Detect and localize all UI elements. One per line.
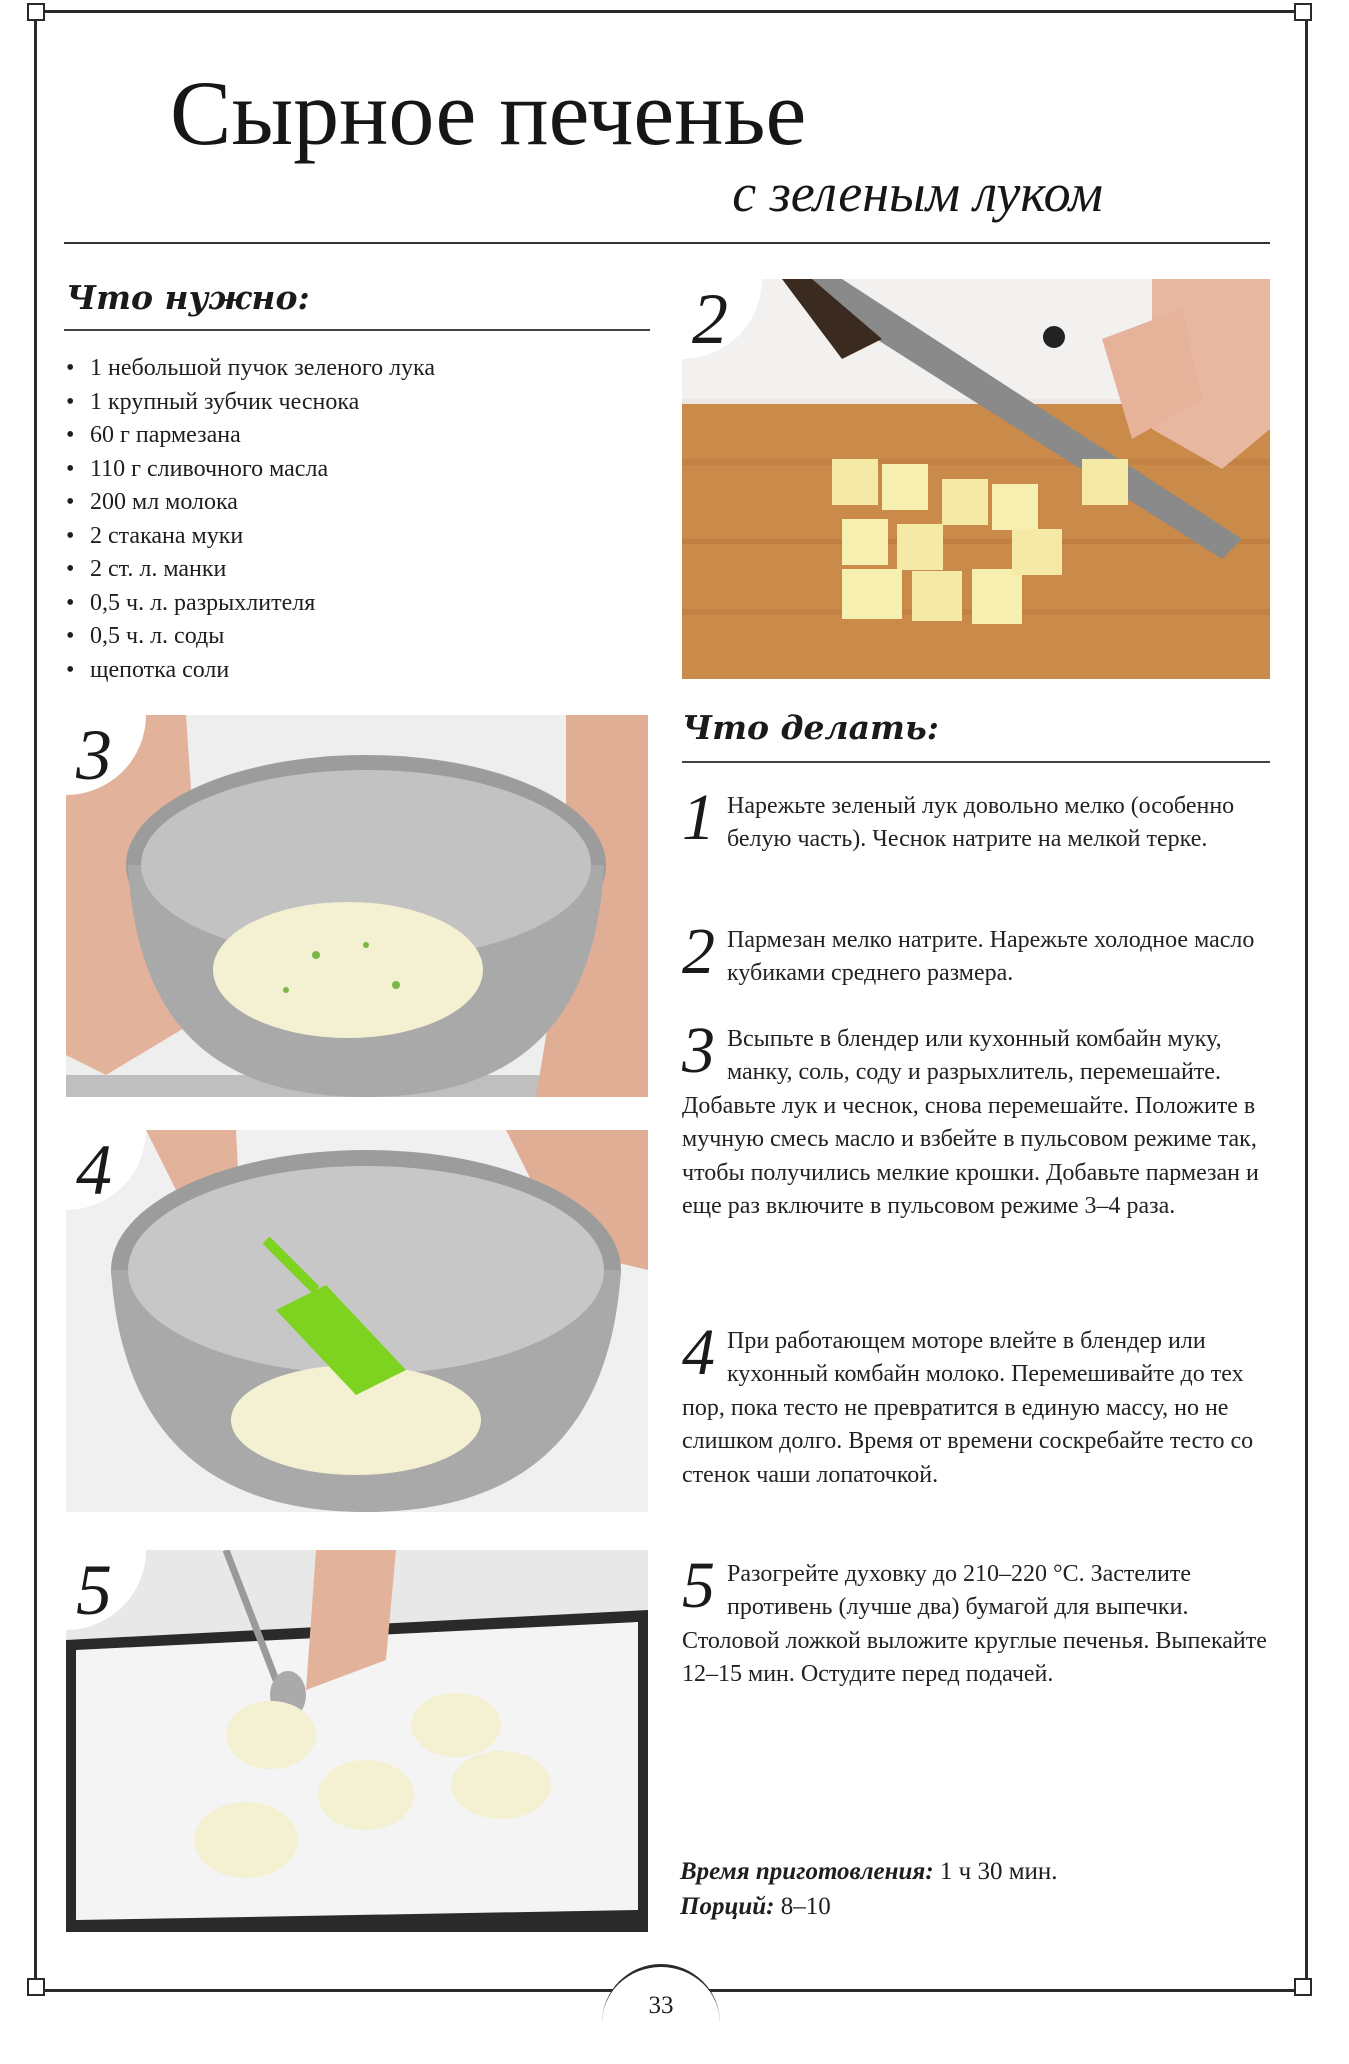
ingredient-item: • 60 г пармезана bbox=[66, 419, 435, 453]
cooking-time bbox=[680, 1858, 1058, 1886]
step-text: При работающем моторе влейте в блендер или кухонный комбайн молоко. Перемешивайте до тех пор, пока тесто не превратится в единую массу, но не слишком долго. Время от времени соскребайте тесто со стенок чаши лопаточкой. bbox=[682, 1328, 1254, 1488]
step-photo-3 bbox=[66, 715, 648, 1097]
ingredient-item: • 1 крупный зубчик чеснока bbox=[66, 386, 435, 420]
cooking-time-value: 1 ч 30 мин. bbox=[939, 1858, 1058, 1885]
step-text: Всыпьте в блендер или кухонный комбайн муку, манку, соль, соду и разрыхлитель, перемешайте. Добавьте лук и чеснок, снова перемешайте. Положите в мучную смесь масло и взбейте в пульсовом режиме так, чтобы получились мелкие крошки. Добавьте пармезан и еще раз включите в пульсовом режиме 3–4 раза. bbox=[682, 1026, 1259, 1220]
step-2 bbox=[682, 915, 1272, 991]
recipe-subtitle: с зеленым луком bbox=[732, 163, 1103, 223]
step-3 bbox=[682, 1014, 1272, 1223]
ingredient-item: • 1 небольшой пучок зеленого лука bbox=[66, 352, 435, 386]
step-5 bbox=[682, 1549, 1272, 1692]
recipe-title: Сырное печенье bbox=[170, 62, 807, 164]
portions-value: 8–10 bbox=[780, 1893, 831, 1920]
photo-step-number-badge: 2 bbox=[682, 279, 762, 359]
ingredient-item: • 2 ст. л. манки bbox=[66, 553, 435, 587]
step-number: 3 bbox=[682, 1014, 715, 1087]
step-number: 1 bbox=[682, 781, 715, 854]
ingredient-item: • 110 г сливочного масла bbox=[66, 453, 435, 487]
step-photo-4 bbox=[66, 1130, 648, 1512]
step-text: Нарежьте зеленый лук довольно мелко (особенно белую часть). Чеснок натрите на мелкой терке. bbox=[727, 793, 1235, 853]
step-photo-2 bbox=[682, 279, 1270, 679]
ingredients-list bbox=[66, 352, 435, 687]
step-number: 4 bbox=[682, 1316, 715, 1389]
steps-heading: Что делать: bbox=[682, 708, 939, 747]
step-number: 5 bbox=[682, 1549, 715, 1622]
ingredient-item: • щепотка соли bbox=[66, 654, 435, 688]
step-number: 2 bbox=[682, 915, 715, 988]
photo-step-number-badge: 4 bbox=[66, 1130, 146, 1210]
cooking-time-label: Время приготовления: bbox=[680, 1858, 934, 1885]
ingredient-item: • 0,5 ч. л. соды bbox=[66, 620, 435, 654]
title-divider bbox=[64, 242, 1270, 244]
page-number: 33 bbox=[648, 1992, 674, 2019]
frame-corner-ornament bbox=[27, 3, 45, 21]
portions-label: Порций: bbox=[680, 1893, 775, 1920]
ingredients-heading: Что нужно: bbox=[66, 278, 310, 317]
frame-corner-ornament bbox=[1294, 1978, 1312, 1996]
ingredient-item: • 200 мл молока bbox=[66, 486, 435, 520]
step-text: Пармезан мелко натрите. Нарежьте холодное масло кубиками среднего размера. bbox=[727, 927, 1255, 987]
portions bbox=[680, 1893, 831, 1921]
frame-corner-ornament bbox=[27, 1978, 45, 1996]
steps-divider bbox=[682, 761, 1270, 763]
ingredients-divider bbox=[64, 329, 650, 331]
step-text: Разогрейте духовку до 210–220 °С. Застелите противень (лучше два) бумагой для выпечки. Столовой ложкой выложите круглые печенья. Выпекайте 12–15 мин. Остудите перед подачей. bbox=[682, 1561, 1267, 1688]
frame-corner-ornament bbox=[1294, 3, 1312, 21]
step-4 bbox=[682, 1316, 1272, 1492]
photo-step-number-badge: 3 bbox=[66, 715, 146, 795]
ingredient-item: • 2 стакана муки bbox=[66, 520, 435, 554]
step-1 bbox=[682, 781, 1272, 857]
step-photo-5 bbox=[66, 1550, 648, 1932]
ingredient-item: • 0,5 ч. л. разрыхлителя bbox=[66, 587, 435, 621]
photo-step-number-badge: 5 bbox=[66, 1550, 146, 1630]
